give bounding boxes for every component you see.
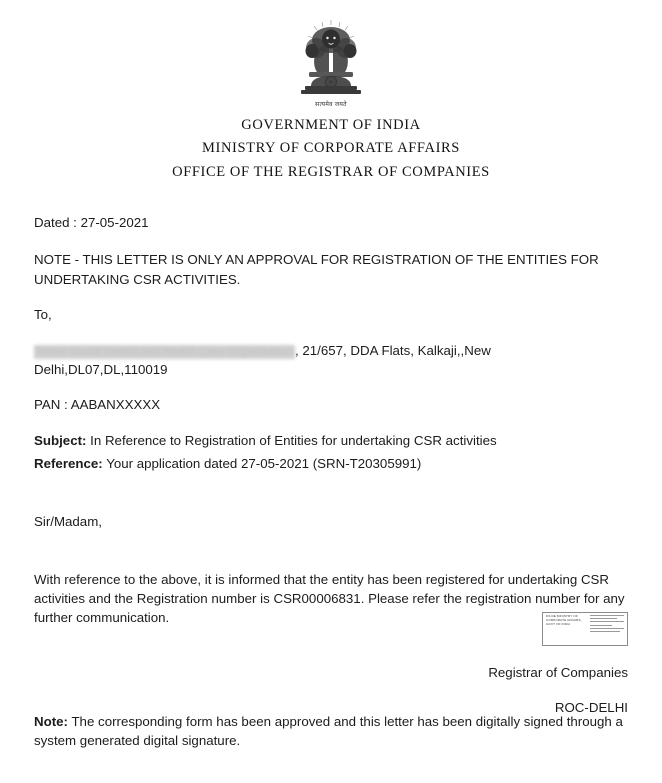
heading-government: GOVERNMENT OF INDIA bbox=[241, 117, 421, 133]
subject-line bbox=[34, 432, 628, 451]
spacer-2 bbox=[34, 549, 628, 571]
document-heading bbox=[34, 114, 628, 184]
subject-text: In Reference to Registration of Entities for undertaking CSR activities bbox=[86, 433, 497, 449]
reference-label: Reference: bbox=[34, 456, 103, 472]
registrar-title: Registrar of Companies bbox=[488, 665, 628, 680]
letter-date: Dated : 27-05-2021 bbox=[34, 215, 149, 231]
letter-body bbox=[34, 214, 628, 627]
approval-notice: NOTE - THIS LETTER IS ONLY AN APPROVAL FOR REGISTRATION OF THE ENTITIES FOR UNDERTAKING CSR ACTIVITIES. bbox=[34, 252, 599, 287]
address-line-2: Delhi,DL07,DL,110019 bbox=[34, 361, 168, 377]
reference-line bbox=[34, 455, 628, 474]
redacted-entity-name: Name Social Health and Health Care Organisation bbox=[36, 345, 293, 358]
digital-signature-stamp bbox=[542, 612, 628, 646]
reference-text: Your application dated 27-05-2021 (SRN-T20305991) bbox=[102, 456, 422, 472]
salutation: Sir/Madam, bbox=[34, 514, 102, 530]
heading-ministry: MINISTRY OF CORPORATE AFFAIRS bbox=[202, 140, 460, 157]
emblem-motto: सत्यमेव जयते bbox=[315, 102, 347, 108]
footer-note bbox=[34, 712, 628, 751]
address-line-1: , 21/657, DDA Flats, Kalkaji,,New bbox=[294, 342, 491, 358]
registrar-office: ROC-DELHI bbox=[554, 700, 628, 715]
pan-number: PAN : AABANXXXXX bbox=[34, 397, 161, 413]
emblem-container bbox=[34, 0, 628, 108]
spacer bbox=[34, 491, 628, 513]
dsc-text: DS DE MINISTRY OF CORPORATE AFFAIRS, GOVT OF INDIA bbox=[546, 614, 582, 626]
to-label: To, bbox=[34, 306, 52, 322]
india-state-emblem-icon bbox=[287, 18, 375, 104]
addressee-block bbox=[34, 342, 628, 380]
heading-office: OFFICE OF THE REGISTRAR OF COMPANIES bbox=[172, 163, 490, 180]
dsc-signature-lines bbox=[590, 615, 624, 643]
subject-label: Subject: bbox=[34, 433, 87, 449]
letter-main-paragraph: With reference to the above, it is informed that the entity has been registered for undertaking CSR activities and the Registration number is CSR00006831. Please refer the registration number for any further communication. bbox=[34, 571, 625, 625]
footer-note-text: The corresponding form has been approved and this letter has been digitally signed through a system generated digital signature. bbox=[34, 714, 623, 749]
signature-area bbox=[328, 612, 628, 715]
footer-note-label: Note: bbox=[34, 714, 68, 729]
